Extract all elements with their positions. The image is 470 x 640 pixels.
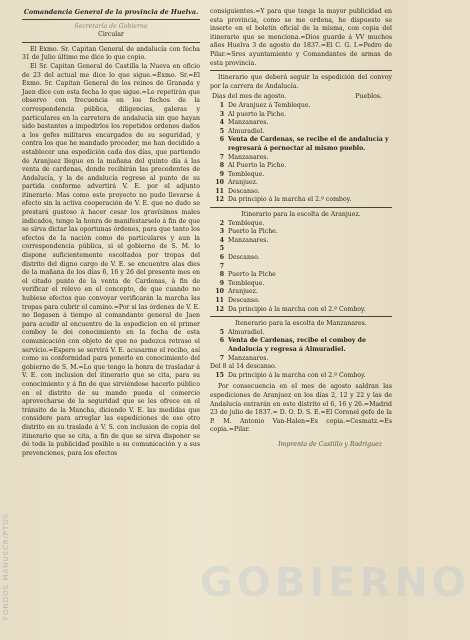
day-number: 8	[219, 271, 224, 279]
day-number: 6	[219, 254, 224, 262]
list-item	[210, 228, 392, 237]
side-stamp: FONDOS MANUSCRIPTOS	[2, 512, 10, 620]
town-text: Manzanares.	[228, 119, 269, 127]
list-item	[210, 196, 392, 205]
itinerary-3-title: Itenerario para la escolta de Manzanares.	[235, 320, 367, 328]
list-item	[210, 162, 392, 171]
list-item	[210, 220, 392, 229]
town-text: Tembleque.	[228, 170, 265, 178]
circular-rule	[22, 42, 200, 43]
days-label: Dias del mes de agosto.	[212, 93, 287, 101]
header-rule	[22, 19, 200, 20]
town-text: Manzanares.	[228, 236, 269, 244]
page-header: Comandancia General de la provincia de Huelva.	[23, 8, 199, 16]
itinerary-1-list	[210, 102, 392, 205]
town-text: Da principio á la marcha el 2.º comboy.	[228, 196, 352, 204]
intro-paragraph: consiguientes.=Y para que tenga la mayor publicidad en esta provincia, como se me ordena, he dispuesto se inserte en el boletín oficial de la misma, con copia del itinerario que se menciona.=Dios guarde á VV muchos años Huelva 3 de agosto de 1837.=El C. G. I.=Pedro de Pilar.=Sres ayuntamiento y Comandantes de armas de esta provincia.	[210, 8, 392, 67]
day-number: 12	[215, 305, 224, 313]
right-column	[210, 8, 392, 450]
town-text: Aranjuez.	[228, 179, 258, 187]
printer-signature: Imprenta de Castillo y Rodriguez	[278, 440, 382, 448]
day-number: 3	[219, 228, 224, 236]
town-text: Almuradiel.	[228, 127, 265, 135]
town-text: Descanso.	[228, 187, 260, 195]
watermark: GOBIERNO	[200, 560, 470, 606]
day-number: 10	[215, 179, 224, 187]
itinerary-2-list	[210, 220, 392, 315]
descanso-line: Del 8 al 14 descanso.	[210, 363, 277, 371]
day-number: 9	[219, 170, 224, 178]
list-item	[210, 119, 392, 128]
day-number: 3	[219, 110, 224, 118]
list-item	[210, 372, 392, 381]
subheader: Secretaría de Gobierno	[74, 22, 148, 30]
town-text: Tembleque.	[228, 219, 265, 227]
town-text: Puerto la Piche.	[228, 228, 278, 236]
town-text: Manzanares.	[228, 354, 269, 362]
town-text: Tembleque.	[228, 279, 265, 287]
day-number: 7	[219, 262, 224, 270]
town-text: Al Puerto la Piche.	[228, 162, 287, 170]
town-text: Aranjuez.	[228, 288, 258, 296]
list-item	[210, 102, 392, 111]
list-item	[210, 254, 392, 263]
closing-paragraph: Por consecuencia en el mes de agosto saldran las espediciones de Aranjuez en los días 2, 12 y 22 y las de Andalucía entrarán en este distrito el 6, 16 y 26.=Madrid 23 de julio de 1837.= D. O. D. S. E.=El Coronel gefe de la P. M. Antonio Van-Halen=Es copia.=Cesmatz.=Es copia.=Pilar.	[210, 383, 392, 434]
section-rule	[210, 207, 392, 208]
list-item	[210, 280, 392, 289]
day-number: 2	[219, 219, 224, 227]
list-item	[210, 188, 392, 197]
day-number: 5	[219, 245, 224, 253]
list-item	[210, 329, 392, 338]
paragraph-1: El Exmo. Sr. Capitan General de andalucía con fecha 31 de Julio último me dice lo que copio.	[22, 45, 200, 62]
list-item	[210, 237, 392, 246]
town-text: Venta de Cardenas, se recibe el de andalucía y regresará á pernoctar al mismo pueblo.	[228, 136, 389, 152]
list-item	[210, 171, 392, 180]
towns-label: Pueblos.	[355, 93, 382, 101]
town-text: Da principio á la marcha con el 2.º Comboy.	[228, 371, 366, 379]
town-text: Puerto la Piche	[228, 271, 276, 279]
town-text: Da principio á la marcha con el 2.º Comboy.	[228, 305, 366, 313]
day-number: 9	[219, 279, 224, 287]
day-number: 7	[219, 153, 224, 161]
town-text: Almuradiel.	[228, 328, 265, 336]
day-number: 10	[215, 288, 224, 296]
left-column	[22, 8, 200, 458]
town-text: Descanso.	[228, 297, 260, 304]
town-text: De Aranjuez á Tembleque.	[228, 101, 311, 109]
list-item	[210, 179, 392, 188]
section-rule	[210, 316, 392, 317]
paragraph-2: El Sr. Capitan General de Castilla la Nueva en oficio de 23 del actual me dice lo que sigue.=Exmo. Sr.=El Exmo. Sr. Capitan General de los reinos de Granada y Jaen dice con esta fecha lo que sigue.=Le repetirán que observo con frecuencia en los fechos de la correspondencia pública, diligencias, galeras y particulares en la carretera de andalucía sin que hayan sido bastantes a impedirlos los repetidos ordenes dados a los gefes militares encargados de su seguridad, y contra los que he mandado proceder, me han decidido a establecer una espedición cada dos días, que partiendo de Aranjuez llegue en la mañana del quinto día á las venta de cardenas, donde recibirán las precedentes de Andalucía, y la de andalucía regrese al punto de su partida conforme advertirá V. E. por el adjunto itinerario. Mas como este proyecto no pudo llevarse á efecto sin la activa cooperación de V. E. que no dudo se prestará gustoso á hacer cesar los gravísimos males indicados, tengo la honra de manifestarselo á fin de que se sirva dictar las oportunas órdenes, para que tanto los efectos de la nación como de particulares y aun la correspondencia pública, si el gobierno de S. M. lo dispone suficientemente escoltados por tropas del distrito del digno cargo de V. E. se encuentre alas dies de la mañana de los días 6, 16 y 26 del presente mes en el citado punto de la venta de Cardenas, á fin de verificar el relevo en el concepto, de que cuando no hubiese efectos que convoyar verificarán la marcha las tropas para cubrir el camino.=Por si las órdenes de V. E. no llegasen á tiempo al comandante general de Jaen para acudir al encuentro de la espedicion en el primer comboy le doi conocimiento en la fecha de esta comunicación con objeto de que no padezca retraso el servicio.=Espero se servirá V. E. acusarme el recibo, así como su conformidad para ponerlo en conocimiento del gobierno de S. M.=Lo que tengo la honra de trasladar á V. E. con inclusion del itinerario que se cita, para su conocimiento y á fin de que sirviéndose hacerlo público en el distrito de su mando pueda el comercio aprovecharse de la seguridad que se les ofrece en el tránsito de la Mancha, diciendo V. E. las medidas que considere para arreglar las espediciones de ese otro distrito en su traslado á V. S. con inclusion de copia del itinerario que se cita, a fin de que se sirva disponer se dé toda la publicidad posible a su comunicación y a sus prevenciones, para los efectos	[22, 62, 200, 457]
list-item	[210, 271, 392, 280]
day-number: 5	[219, 127, 224, 135]
day-number: 6	[219, 337, 224, 345]
day-number: 6	[219, 136, 224, 144]
list-item	[210, 337, 392, 354]
list-item	[210, 263, 392, 272]
town-text: Descanso.	[228, 254, 260, 262]
list-item	[210, 128, 392, 137]
itinerary-2-title: Itinerario para la escolta de Aranjuez.	[241, 211, 361, 219]
town-text: Venta de Cardenas, recibe el comboy de Andalucía y regresa á Almuradiel.	[228, 337, 366, 353]
day-number: 8	[219, 162, 224, 170]
itinerary-1-title: Itinerario que deberá seguir la espedición del convoy por la carrera de Andalucía.	[210, 74, 392, 90]
days-header	[210, 93, 392, 102]
town-text: Manzanares.	[228, 153, 269, 161]
section-rule	[210, 70, 392, 71]
list-item	[210, 355, 392, 364]
day-number: 15	[215, 371, 224, 379]
day-number: 12	[215, 196, 224, 204]
list-item	[210, 154, 392, 163]
list-item	[210, 136, 392, 153]
day-number: 11	[215, 297, 224, 304]
itinerary-3-list	[210, 329, 392, 363]
town-text: Al puerto la Piche.	[228, 110, 287, 118]
day-number: 1	[219, 101, 224, 109]
day-number: 7	[219, 354, 224, 362]
list-item	[210, 288, 392, 297]
day-number: 5	[219, 328, 224, 336]
list-item	[210, 306, 392, 315]
day-number: 4	[219, 119, 224, 127]
day-number: 4	[219, 236, 224, 244]
list-item	[210, 111, 392, 120]
list-item	[210, 297, 392, 306]
day-number: 11	[215, 187, 224, 195]
circular-label: Circular	[98, 31, 124, 39]
list-item	[210, 245, 392, 254]
